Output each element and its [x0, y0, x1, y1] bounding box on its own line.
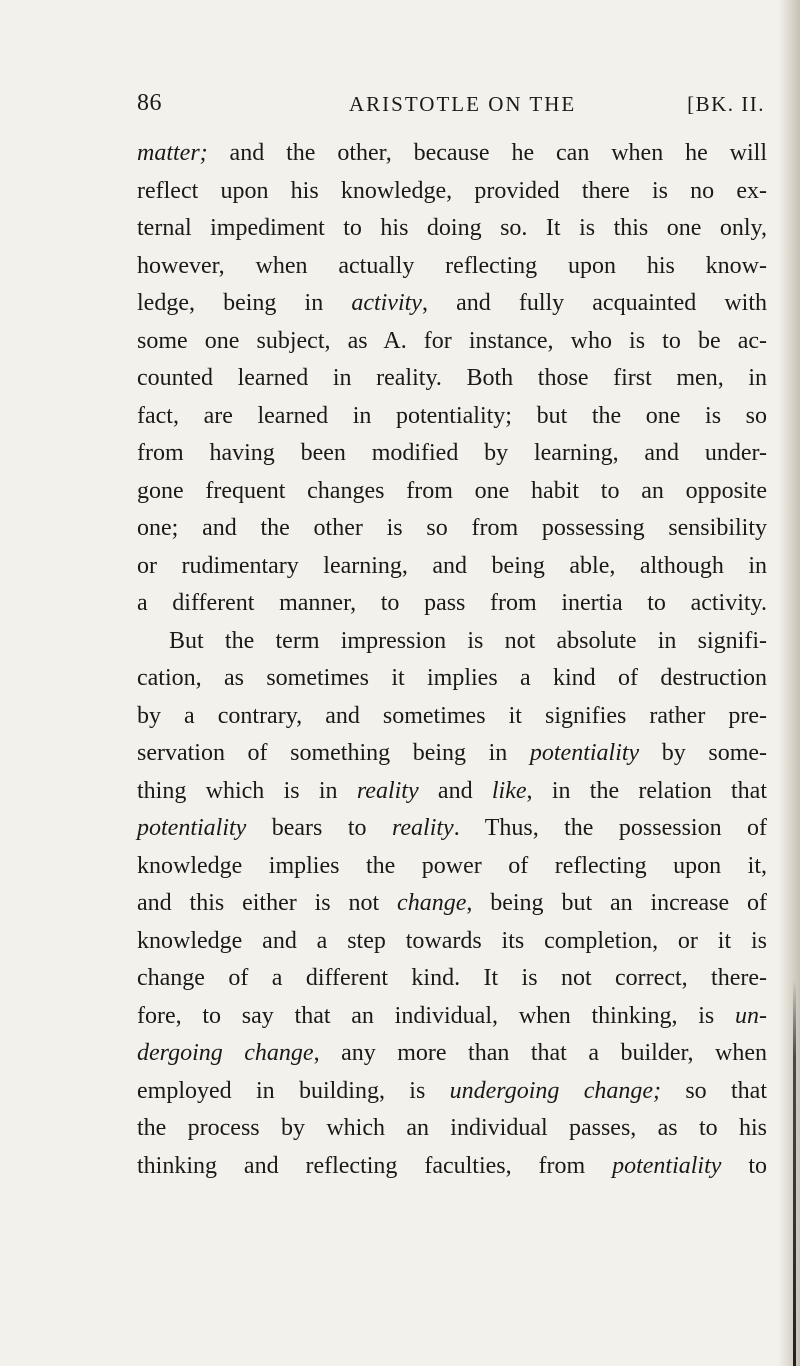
text-line: [137, 1073, 767, 1111]
text-span: But the term impression is not absolute in signifi-: [169, 627, 767, 654]
text-line: [137, 960, 767, 998]
text-line: [137, 435, 767, 473]
text-span: counted learned in reality. Both those first men, in: [137, 365, 767, 391]
text-line: [137, 173, 767, 211]
text-span: employed in building, is: [137, 1077, 450, 1104]
text-span: one; and the other is so from possessing sensibility: [137, 515, 767, 541]
text-span: knowledge and a step towards its completion, or it is: [137, 927, 767, 954]
text-line: [137, 473, 767, 511]
text-span: by some-: [639, 740, 768, 766]
text-line: [137, 810, 767, 848]
text-line: [137, 285, 767, 323]
text-span: from having been modified by learning, and under-: [137, 440, 767, 466]
text-span: ternal impediment to his doing so. It is this one only,: [137, 215, 767, 241]
section-reference: [BK. II.: [687, 92, 765, 116]
text-span: , being but an increase of: [466, 890, 767, 916]
text-span: and the other, because he can when he will: [207, 140, 767, 166]
text-span: bears to: [246, 815, 392, 841]
text-span: knowledge implies the power of reflecting upon it,: [137, 852, 767, 879]
italic-text: reality: [356, 777, 419, 804]
italic-text: dergoing change: [137, 1040, 314, 1066]
italic-text: undergoing change;: [449, 1077, 662, 1104]
text-span: a different manner, to pass from inertia to activity.: [137, 590, 767, 616]
text-span: fore, to say that an individual, when thinking, is: [137, 1002, 735, 1029]
text-line: [137, 1035, 767, 1073]
page-header: [137, 90, 767, 124]
text-span: or rudimentary learning, and being able, although in: [137, 552, 767, 579]
italic-text: reality: [391, 815, 454, 841]
italic-text: potentiality: [529, 740, 640, 766]
text-span: the process by which an individual passes, as to his: [137, 1115, 767, 1141]
text-line: [137, 360, 767, 398]
text-line: [137, 1110, 767, 1148]
text-line: [137, 548, 767, 586]
page-edge-shadow: [778, 0, 800, 1366]
text-line: [137, 660, 767, 698]
italic-text: change: [397, 890, 467, 916]
text-line: [137, 698, 767, 736]
text-line: [137, 210, 767, 248]
text-line: [137, 885, 767, 923]
italic-text: activity: [351, 290, 422, 316]
text-line: [137, 135, 767, 173]
text-line: [137, 398, 767, 436]
text-span: so that: [661, 1077, 767, 1104]
text-span: ledge, being in: [137, 290, 352, 316]
text-span: cation, as sometimes it implies a kind of destruction: [137, 665, 767, 691]
text-span: gone frequent changes from one habit to an opposite: [137, 477, 767, 504]
italic-text: potentiality: [137, 815, 247, 841]
running-head: ARISTOTLE ON THE: [349, 92, 577, 116]
italic-text: potentiality: [612, 1152, 722, 1179]
page-number: 86: [137, 90, 162, 116]
text-line: [137, 998, 767, 1036]
text-line: [137, 923, 767, 961]
text-span: . Thus, the possession of: [453, 815, 768, 841]
text-line: [137, 323, 767, 361]
text-line: [137, 248, 767, 286]
text-span: thing which is in: [137, 777, 357, 804]
text-span: and: [418, 777, 492, 804]
italic-text: like: [491, 777, 527, 804]
text-span: reflect upon his knowledge, provided there is no ex-: [137, 177, 767, 204]
page-edge-dark-line: [793, 980, 796, 1366]
text-span: however, when actually reflecting upon his know-: [137, 252, 767, 279]
body-text: [137, 135, 767, 1185]
text-line: [137, 510, 767, 548]
text-span: , and fully acquainted with: [421, 290, 768, 316]
text-line: [137, 773, 767, 811]
text-line: [137, 1148, 767, 1186]
text-span: and this either is not: [137, 890, 398, 916]
text-span: by a contrary, and sometimes it signifies rather pre-: [137, 702, 767, 729]
text-span: change of a different kind. It is not correct, there-: [137, 965, 767, 991]
text-line: [137, 735, 767, 773]
text-span: thinking and reflecting faculties, from: [137, 1152, 613, 1179]
italic-text: un-: [735, 1002, 767, 1029]
text-line: [137, 848, 767, 886]
text-span: , in the relation that: [526, 777, 767, 804]
text-line: [137, 623, 767, 661]
italic-text: matter;: [137, 140, 208, 166]
text-line: [137, 585, 767, 623]
text-span: servation of something being in: [137, 740, 530, 766]
text-span: , any more than that a builder, when: [313, 1040, 767, 1066]
text-span: some one subject, as A. for instance, who is to be ac-: [137, 327, 767, 354]
text-span: fact, are learned in potentiality; but the one is so: [137, 402, 767, 429]
text-span: to: [721, 1152, 768, 1179]
